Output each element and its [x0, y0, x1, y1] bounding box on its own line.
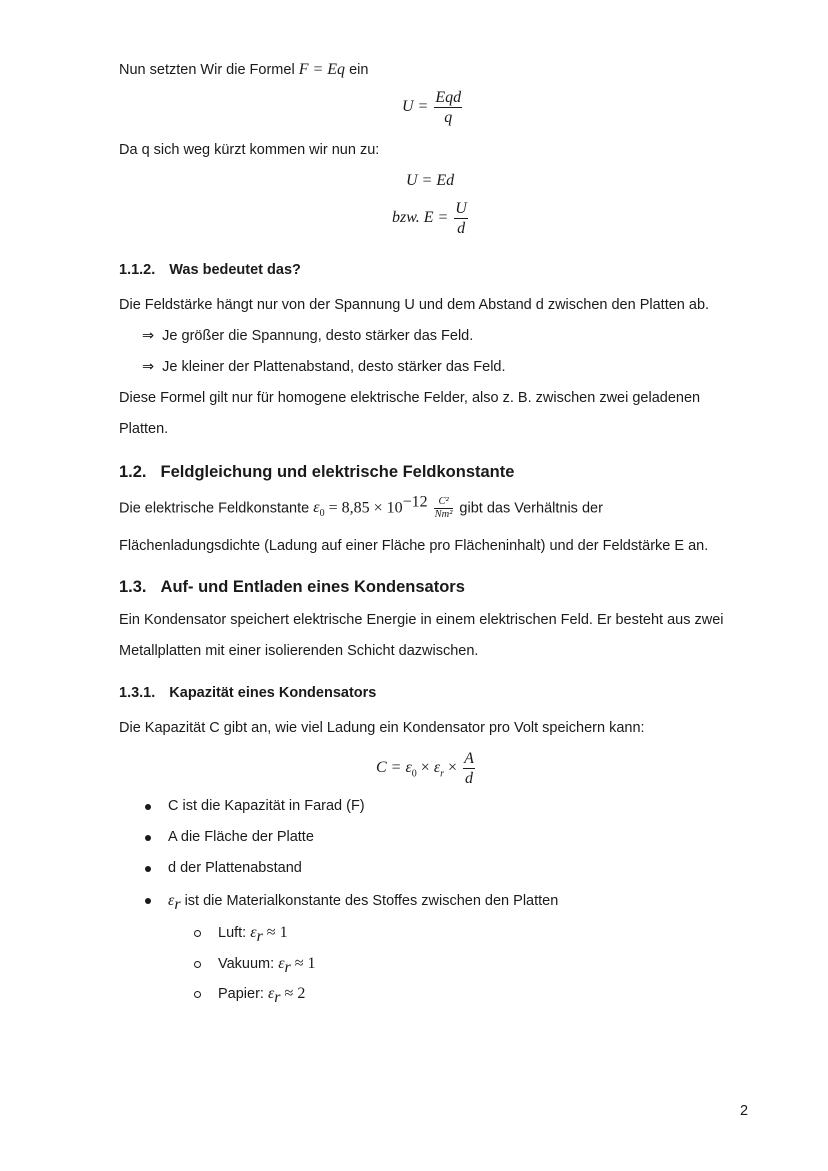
konst-text: Die elektrische Feldkonstante	[119, 500, 314, 517]
implies-arrow-icon: ⇒	[142, 328, 155, 344]
konst-exponent: −12	[402, 493, 428, 511]
implies-arrow-icon: ⇒	[142, 359, 155, 375]
subbullet-papier: Papier: $\varepsilon_r \approx 2$	[218, 985, 306, 1006]
unit-numerator: C²	[434, 496, 454, 509]
heading-1-1-2	[119, 262, 301, 278]
bullet-item-epsilon	[168, 892, 559, 913]
bullet-eps-text: ist die Materialkonstante des Stoffes zwischen den Platten	[180, 893, 559, 909]
heading-1-2	[119, 463, 514, 482]
line-da-q: Da q sich weg kürzt kommen wir nun zu:	[119, 142, 380, 158]
cap-eps0: ε	[405, 759, 412, 777]
heading-1-3-1	[119, 685, 376, 701]
bullet-dot-icon	[145, 804, 151, 810]
paragraph-feldkonstante-line2: Flächenladungsdichte (Ladung auf einer Fläche pro Flächeninhalt) und der Feldstärke E an.	[119, 538, 709, 554]
bullet-item: d der Plattenabstand	[168, 860, 302, 876]
unit-denominator: Nm²	[434, 509, 453, 520]
eps-r-symbol: ε	[168, 892, 175, 909]
subbullet-value: ≈ 1	[262, 924, 288, 941]
equation-e-u-d	[392, 199, 470, 238]
bullet-item: A die Fläche der Platte	[168, 829, 314, 845]
cap-times: ×	[416, 759, 434, 777]
eq3-fraction	[454, 199, 468, 238]
eq3-prefix: bzw. E =	[392, 209, 449, 227]
circle-bullet-icon	[194, 930, 201, 937]
intro-text-end: ein	[345, 62, 369, 78]
konst-text-end: gibt das Verhältnis der	[455, 500, 603, 517]
eq1-lhs: U =	[402, 98, 429, 116]
equation-u-eqd-q	[402, 88, 464, 127]
eq3-numerator: U	[455, 200, 467, 217]
heading-title: Auf- und Entladen eines Kondensators	[160, 578, 465, 596]
subbullet-value: ≈ 1	[290, 955, 316, 972]
circle-bullet-icon	[194, 961, 201, 968]
subbullet-luft: Luft: $\varepsilon_r \approx 1$	[218, 924, 288, 945]
cap-times: ×	[444, 759, 458, 777]
arrow-item-1	[142, 328, 473, 344]
arrow-item-2	[142, 359, 506, 375]
paragraph-feldkonstante-line1	[119, 493, 603, 521]
konst-value: = 8,85 × 10	[324, 499, 403, 517]
intro-text: Nun setzten Wir die Formel	[119, 62, 299, 78]
heading-1-3	[119, 578, 465, 597]
cap-denominator: d	[464, 770, 473, 787]
subbullet-label: Vakuum:	[218, 956, 279, 972]
eq1-fraction	[434, 88, 462, 127]
heading-title: Kapazität eines Kondensators	[169, 685, 377, 701]
unit-fraction	[434, 496, 454, 521]
formula-f-eq: F = Eq	[298, 61, 346, 78]
bullet-dot-icon	[145, 866, 151, 872]
cap-lhs: C =	[376, 759, 406, 777]
heading-number: 1.2.	[119, 463, 147, 481]
cap-epsr-sub: r	[440, 768, 445, 780]
subbullet-label: Papier:	[218, 986, 268, 1002]
arrow-item-text: Je kleiner der Plattenabstand, desto stärker das Feld.	[162, 359, 506, 375]
subbullet-value: ≈ 2	[280, 985, 306, 1002]
arrow-item-text: Je größer die Spannung, desto stärker das Feld.	[162, 328, 474, 344]
eq1-numerator: Eqd	[435, 89, 462, 106]
heading-title: Was bedeutet das?	[169, 262, 301, 278]
subbullet-label: Luft:	[218, 925, 251, 941]
heading-number: 1.3.	[119, 578, 147, 596]
heading-number: 1.1.2.	[119, 262, 156, 278]
page-number: 2	[740, 1103, 749, 1119]
paragraph-kondensator-line2: Metallplatten mit einer isolierenden Schicht dazwischen.	[119, 643, 479, 659]
subbullet-vakuum: Vakuum: $\varepsilon_r \approx 1$	[218, 955, 316, 976]
paragraph-homogen-line2: Platten.	[119, 421, 169, 437]
bullet-dot-icon	[145, 898, 151, 904]
paragraph-kondensator-line1: Ein Kondensator speichert elektrische Energie in einem elektrischen Feld. Er besteht aus zwei	[119, 612, 724, 628]
heading-number: 1.3.1.	[119, 685, 156, 701]
cap-epsr: ε	[433, 759, 441, 777]
paragraph-kapazitaet: Die Kapazität C gibt an, wie viel Ladung ein Kondensator pro Volt speichern kann:	[119, 720, 645, 736]
eq1-denominator: q	[444, 109, 453, 126]
intro-line	[119, 61, 368, 79]
cap-fraction	[463, 749, 475, 788]
cap-numerator: A	[464, 750, 474, 767]
heading-title: Feldgleichung und elektrische Feldkonstante	[160, 463, 515, 481]
eq3-denominator: d	[457, 220, 466, 237]
paragraph-homogen-line1: Diese Formel gilt nur für homogene elektrische Felder, also z. B. zwischen zwei geladenen	[119, 390, 701, 406]
eps-r-sub: r	[174, 895, 181, 913]
bullet-item: C ist die Kapazität in Farad (F)	[168, 798, 365, 814]
equation-u-ed: U = Ed	[406, 172, 455, 189]
bullet-dot-icon	[145, 835, 151, 841]
paragraph-feldstaerke: Die Feldstärke hängt nur von der Spannung U und dem Abstand d zwischen den Platten ab.	[119, 297, 710, 313]
circle-bullet-icon	[194, 991, 201, 998]
cap-eps0-sub: 0	[411, 768, 417, 780]
epsilon-zero: $\varepsilon_0$	[313, 499, 325, 520]
equation-capacitance	[376, 749, 477, 788]
